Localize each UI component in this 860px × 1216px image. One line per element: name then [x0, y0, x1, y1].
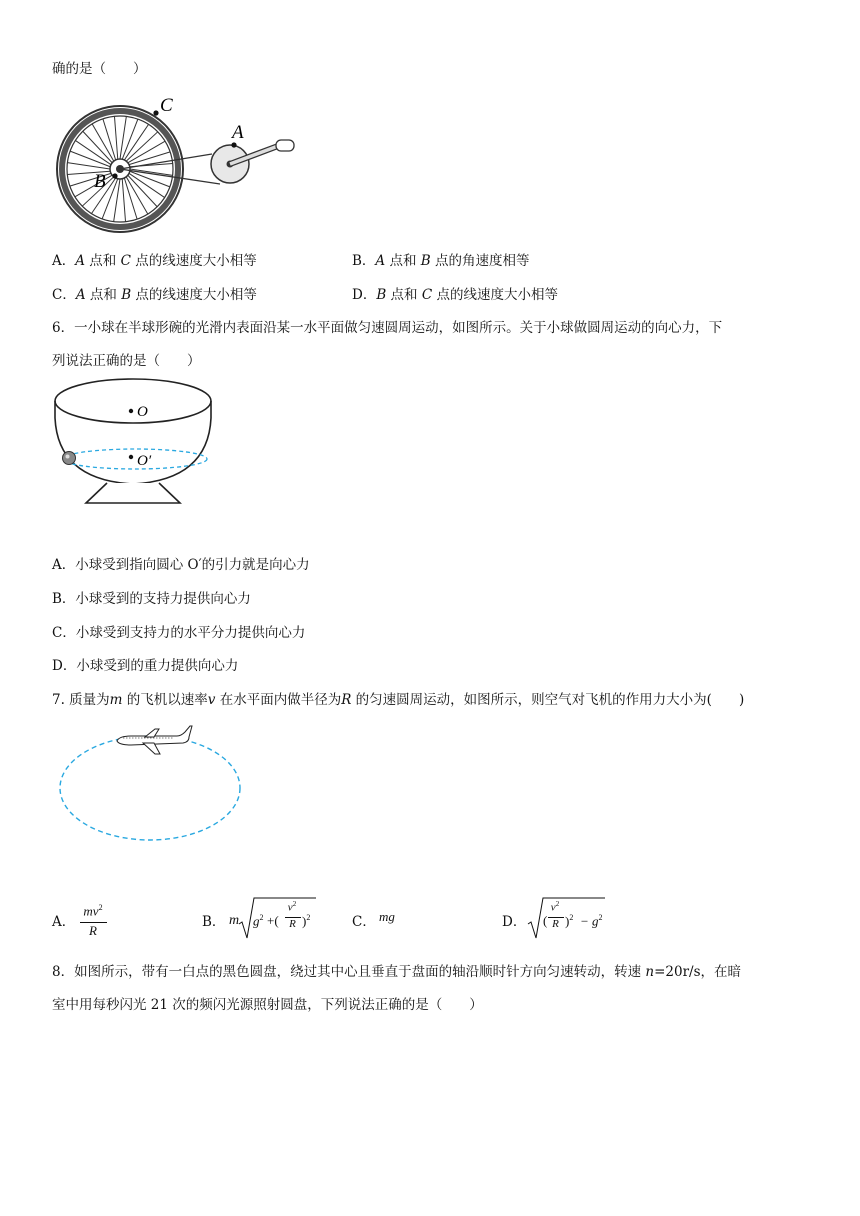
- q5-option-b: B．A 点和 B 点的角速度相等: [352, 253, 530, 269]
- wheel-spoke: [67, 163, 110, 169]
- q5-option-c: C．A 点和 B 点的线速度大小相等: [52, 287, 257, 303]
- q7-option-a-letter: A．: [52, 914, 76, 930]
- q7-option-d-letter: D．: [502, 914, 527, 930]
- point-c-dot: [153, 110, 158, 115]
- wheel-spoke: [130, 169, 173, 175]
- q6-option-c: C．小球受到支持力的水平分力提供向心力: [52, 625, 306, 641]
- q7-option-d-v: $v^2$: [550, 900, 560, 914]
- label-o-prime: O′: [137, 453, 152, 469]
- q7-option-d-minus-g: − $g^2$: [580, 913, 603, 929]
- q7-option-b-close: )$^2$: [302, 913, 311, 929]
- q5-option-d: D．B 点和 C 点的线速度大小相等: [352, 287, 558, 303]
- label-c: C: [160, 95, 173, 116]
- q6-stem-line1: 6．一小球在半球形碗的光滑内表面沿某一水平面做匀速圆周运动，如图所示。关于小球做圆周运动的向心力，下: [52, 320, 723, 336]
- q7-option-d-close: )$^2$: [565, 913, 574, 929]
- q7-option-b-g: $g^2$: [253, 913, 264, 929]
- q7-option-b-plus: +(: [267, 913, 279, 928]
- q7-option-b-r: R: [289, 918, 296, 930]
- label-a: A: [232, 122, 244, 143]
- q7-option-b-letter: B．: [202, 914, 226, 930]
- q6-stem-line2: 列说法正确的是（ ）: [52, 353, 201, 369]
- wheel-spoke: [114, 179, 120, 222]
- q6-option-b: B．小球受到的支持力提供向心力: [52, 591, 251, 607]
- wheel-spoke: [120, 116, 126, 159]
- q7-option-a-denominator: R: [89, 923, 97, 938]
- q5-option-a: A．A 点和 C 点的线速度大小相等: [52, 253, 257, 269]
- q6-option-a: A．小球受到指向圆心 O′的引力就是向心力: [52, 557, 310, 573]
- q7-option-d-r: R: [552, 918, 559, 930]
- airplane-icon: [117, 726, 192, 754]
- label-o: O: [137, 404, 148, 420]
- q7-option-b-v: $v^2$: [287, 900, 297, 914]
- wheel-spoke: [122, 179, 125, 222]
- q7-option-d-open: (: [543, 913, 548, 928]
- bicycle-figure: [52, 92, 302, 234]
- point-b-dot: [112, 173, 117, 178]
- q8-stem-line2: 室中用每秒闪光 21 次的频闪光源照射圆盘，下列说法正确的是（ ）: [52, 997, 483, 1013]
- label-b: B: [94, 171, 106, 192]
- q6-option-d: D．小球受到的重力提供向心力: [52, 658, 239, 674]
- wheel-spoke: [75, 140, 111, 164]
- q8-stem-line1: 8．如图所示，带有一白点的黑色圆盘，绕过其中心且垂直于盘面的轴沿顺时针方向匀速转动，转速 n=20r/s，在暗: [52, 964, 742, 980]
- q7-option-c-expr: mg: [379, 909, 395, 924]
- bowl-figure: [52, 370, 217, 510]
- airplane-figure: [55, 720, 250, 845]
- wheel-spoke: [129, 173, 165, 197]
- q7-option-b-m: m: [229, 913, 240, 928]
- q7-stem: 7. 质量为m 的飞机以速率v 在水平面内做半径为R 的匀速圆周运动，如图所示，则空气对飞机的作用力大小为( ): [52, 692, 745, 708]
- q7-option-c-letter: C．: [352, 914, 376, 930]
- point-a-dot: [231, 142, 236, 147]
- wheel-spoke: [114, 116, 117, 159]
- q7-option-a-numerator: $mv^2$: [83, 903, 103, 919]
- wheel-spoke: [124, 124, 148, 160]
- q5-tail-text: 确的是（ ）: [52, 61, 147, 77]
